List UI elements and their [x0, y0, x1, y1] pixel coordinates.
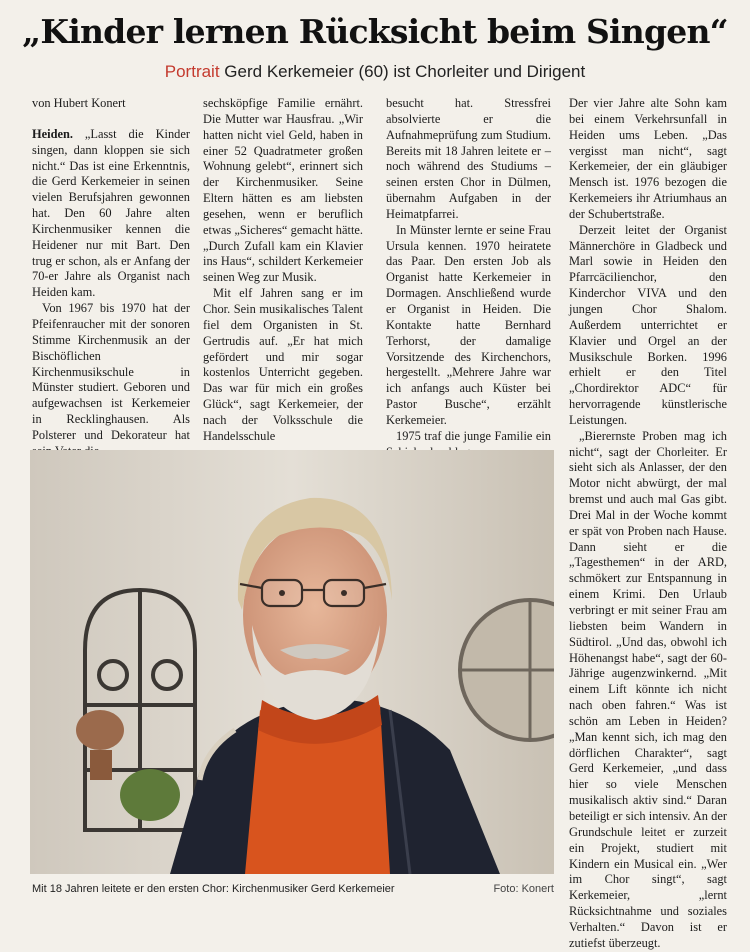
subline-text: Gerd Kerkemeier (60) ist Chorleiter und Dirigent	[224, 62, 586, 81]
paragraph: sechsköpfige Familie ernährt. Die Mutter war Hausfrau. „Wir hatten nicht viel Geld, haben in einer 52 Quadratmeter großen Wohnung gelebt“, erinnert sich der Kirchenmusiker. Seine Eltern hätten es am liebsten gesehen, wenn er beruflich etwas „Sicheres“ gemacht hätte. „Durch Zufall kam ein Klavier ins Haus“, schildert Kerkemeier seinen Weg zur Musik.	[203, 96, 363, 285]
paragraph: Von 1967 bis 1970 hat der Pfeifenraucher mit der sonoren Stimme Kirchenmusik an der Bischöflichen Kirchenmusikschule in Münster studiert. Geboren und aufgewachsen ist Kerkemeier in Recklinghausen. Als Polsterer und Dekorateur hat	[32, 301, 190, 442]
photo-credit: Foto: Konert	[493, 883, 554, 895]
caption-text: Mit 18 Jahren leitete er den ersten Chor: Kirchenmusiker Gerd Kerkemeier	[32, 883, 395, 895]
paragraph: Derzeit leitet der Organist Männerchöre in Gladbeck und Marl sowie in Heiden den Pfarrcäcilienchor, den Kinderchor VIVA und den jungen Chor Shalom. Außerdem unterrichtet er Klavier und Orgel an der Musikschule Borken. 1996 erhielt er den Titel „Chordirektor ADC“ für hervorragende künstlerische Leistungen.	[569, 222, 727, 427]
paragraph: Mit elf Jahren sang er im Chor. Sein musikalisches Talent fiel dem Organisten in St. Gertrudis auf. „Er hat mich gefördert und mir sogar kostenlos Unterricht gegeben. Das war für mich ein großes Glück“, sagt Kerkemeier, der nach der Volksschule die Handelsschule	[203, 286, 363, 443]
paragraph-text: „Lasst die Kinder singen, dann kloppen sie sich nicht.“ Das ist eine Erkenntnis, die Gerd Kerkemeier in seinen vielen Berufsjahren gewonnen hat. Den 60 Jahre alten Kirchenmusiker kennen die Heidener nur mit Bart. Den trug er schon, als er Anfang der 70-er Jahre als Organist nach Heiden kam.	[32, 126, 190, 300]
paragraph: besucht hat. Stressfrei absolvierte er die Aufnahmeprüfung zum Studium. Bereits mit 18 Jahren leitete er – noch während des Studiums – seinen ersten Chor in Dülmen, übernahm Aufgaben in der Heimatpfarrei.	[386, 96, 551, 221]
article-column-3	[386, 96, 551, 460]
dateline-place: Heiden.	[32, 126, 73, 141]
article-column-1	[32, 96, 190, 460]
paragraph: „Bierernste Proben mag ich nicht“, sagt der Chorleiter. Er sieht sich als Anlasser, der den Motor nicht abwürgt, der mal bremst und auch mal Gas gibt. Drei Mal in der Woche kommt er spät von Proben nach Hause. Dann sieht er die „Tagesthemen“ in der ARD, schmökert zur Entspannung in einem Krimi. Den Urlaub verbringt er mit seiner Frau am liebsten beim Wandern in Südtirol. „Und das, obwohl ich Höhenangst habe“, sagt der 60-Jährige augenzwinkernd. „Mit einem Lift könnte ich nicht nach oben fahren.“ Was ist schön am Leben in Heiden? „Man kennt sich, ich mag den dörflichen Charakter“, sagt Gerd Kerkemeier, „und dass hier so viele Menschen musikalisch aktiv sind.“ Daran beteiligt er sich intensiv. An der Grundschule leitet er zurzeit ein Projekt, studiert mit Kindern ein Musical ein. „Wer im Chor singt“, sagt Kerkemeier, „lernt Rücksichtnahme und soziales Verhalten.“ Davon ist er zutiefst überzeugt.	[569, 428, 727, 950]
subline	[0, 62, 750, 82]
byline: von Hubert Konert	[32, 96, 126, 110]
photo-caption	[32, 883, 554, 895]
paragraph: Der vier Jahre alte Sohn kam bei einem Verkehrsunfall in Heiden ums Leben. „Das vergisst man nicht“, sagt Kerkemeier, der ein gläubiger Mensch ist. 1976 bezogen die Kerkemeiers ihr Atriumhaus an der Schubertstraße.	[569, 96, 727, 221]
article-column-4	[569, 96, 727, 950]
article-column-2	[203, 96, 363, 445]
portrait-photo	[30, 450, 554, 874]
headline: „Kinder lernen Rücksicht beim Singen“	[22, 12, 728, 51]
paragraph: 1975 traf die junge Familie ein	[396, 428, 551, 443]
portrait-illustration	[30, 450, 554, 874]
paragraph	[32, 127, 190, 301]
kicker-label: Portrait	[164, 62, 220, 81]
paragraph: In Münster lernte er seine Frau Ursula kennen. 1970 heiratete das Paar. Den ersten Job als Organist hatte Kerkemeier in Dormagen. Anschließend wurde er Organist in Heiden. Die Kontakte hatte Bernhard Terhorst, der damalige Vorsitzende des Kirchenchors, hergestellt. „Mehrere Jahre war ich anfangs auch Küster bei Pastor Busche“, erzählt Kerkemeier.	[386, 222, 551, 427]
